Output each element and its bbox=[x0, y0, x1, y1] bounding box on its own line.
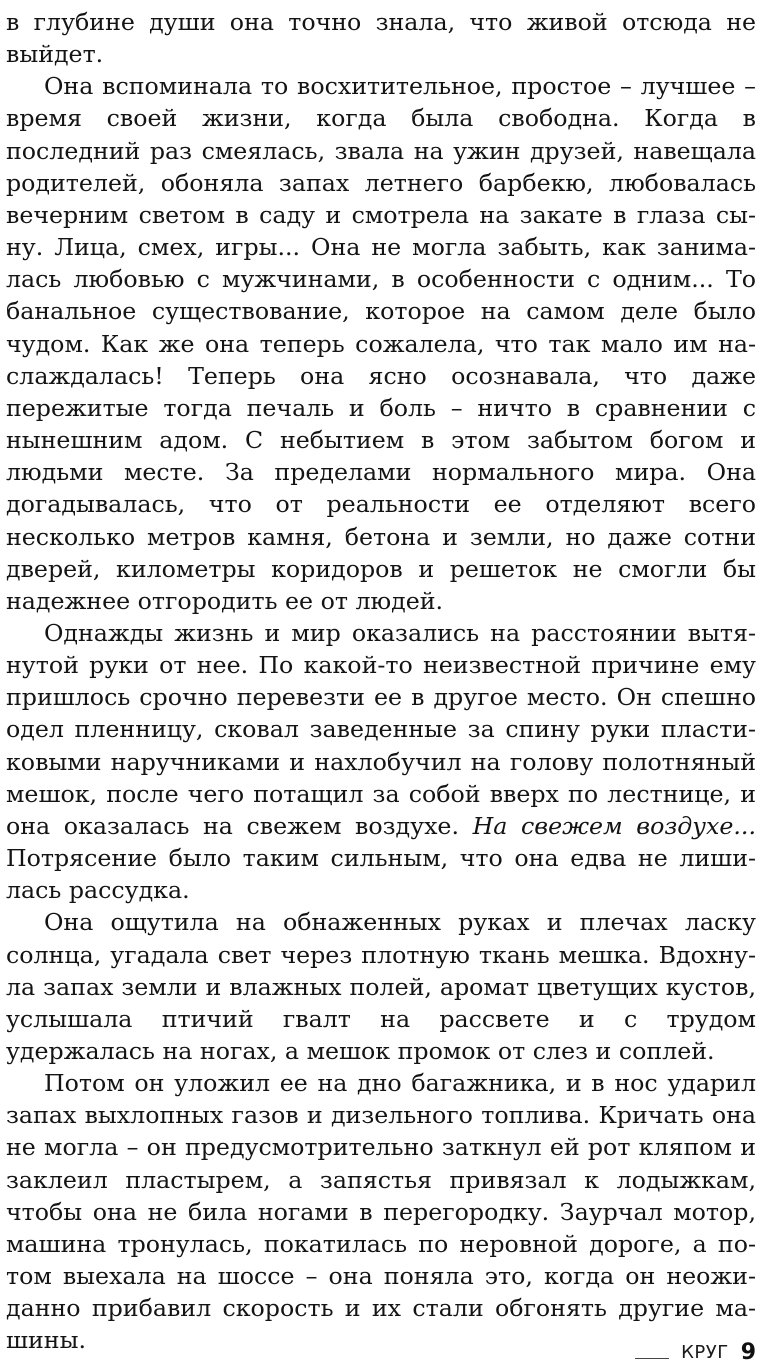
paragraph-1: в глубине души она точно знала, что живой отсюда не выйдет. bbox=[6, 8, 756, 69]
book-page bbox=[6, 6, 756, 1357]
page-number: 9 bbox=[740, 1340, 756, 1365]
paragraph-3-italic-phrase: На свежем воздухе... bbox=[472, 811, 756, 840]
paragraph-3-text-before: Однажды жизнь и мир оказались на расстоянии вытянутой руки от нее. По какой-то неизвестной причине ему пришлось срочно перевезти ее в другое место. Он спешно одел пленницу, сковал заведенные за спину руки пластиковыми наручниками и нахлобучил на голову полотняный мешок, после чего потащил за собой вверх по лестнице, и она оказалась на свежем воздухе. bbox=[6, 618, 756, 840]
paragraph-5: Потом он уложил ее на дно багажника, и в нос ударил запах выхлопных газов и дизельного топлива. Кричать она не могла – он предусмотрительно заткнул ей рот кляпом и заклеил пластырем, а запястья привязал к лодыжкам, чтобы она не била ногами в перегородку. Заурчал мотор, машина тронулась, покатилась по неровной дороге, а потом выехала на шоссе – она поняла это, когда он неожиданно прибавил скорость и их стали обгонять другие машины. bbox=[6, 1069, 756, 1355]
paragraph-3 bbox=[6, 617, 756, 906]
running-head: КРУГ bbox=[681, 1342, 729, 1363]
footer-rule bbox=[635, 1358, 669, 1359]
paragraph-3-text-after: Потрясение было таким сильным, что она едва не лишилась рассудка. bbox=[6, 844, 756, 905]
page-footer bbox=[635, 1338, 756, 1364]
paragraph-2: Она вспоминала то восхитительное, простое – лучшее – время своей жизни, когда была свободна. Когда в последний раз смеялась, звала на ужин друзей, навещала родителей, обоняла запах летнего барбекю, любовалась вечерним светом в саду и смотрела на закате в глаза сыну. Лица, смех, игры... Она не могла забыть, как занималась любовью с мужчинами, в особенности с одним... То банальное существование, которое на самом деле было чудом. Как же она теперь сожалела, что так мало им наслаждалась! Теперь она ясно осознавала, что даже пережитые тогда печаль и боль – ничто в сравнении с нынешним адом. С небытием в этом забытом богом и людьми месте. За пределами нормального мира. Она догадывалась, что от реальности ее отделяют всего несколько метров камня, бетона и земли, но даже сотни дверей, километры коридоров и решеток не смогли бы надежнее отгородить ее от людей. bbox=[6, 72, 756, 615]
paragraph-4: Она ощутила на обнаженных руках и плечах ласку солнца, угадала свет через плотную ткань мешка. Вдохнула запах земли и влажных полей, аромат цветущих кустов, услышала птичий гвалт на рассвете и с трудом удержалась на ногах, а мешок промок от слез и соплей. bbox=[6, 908, 756, 1065]
